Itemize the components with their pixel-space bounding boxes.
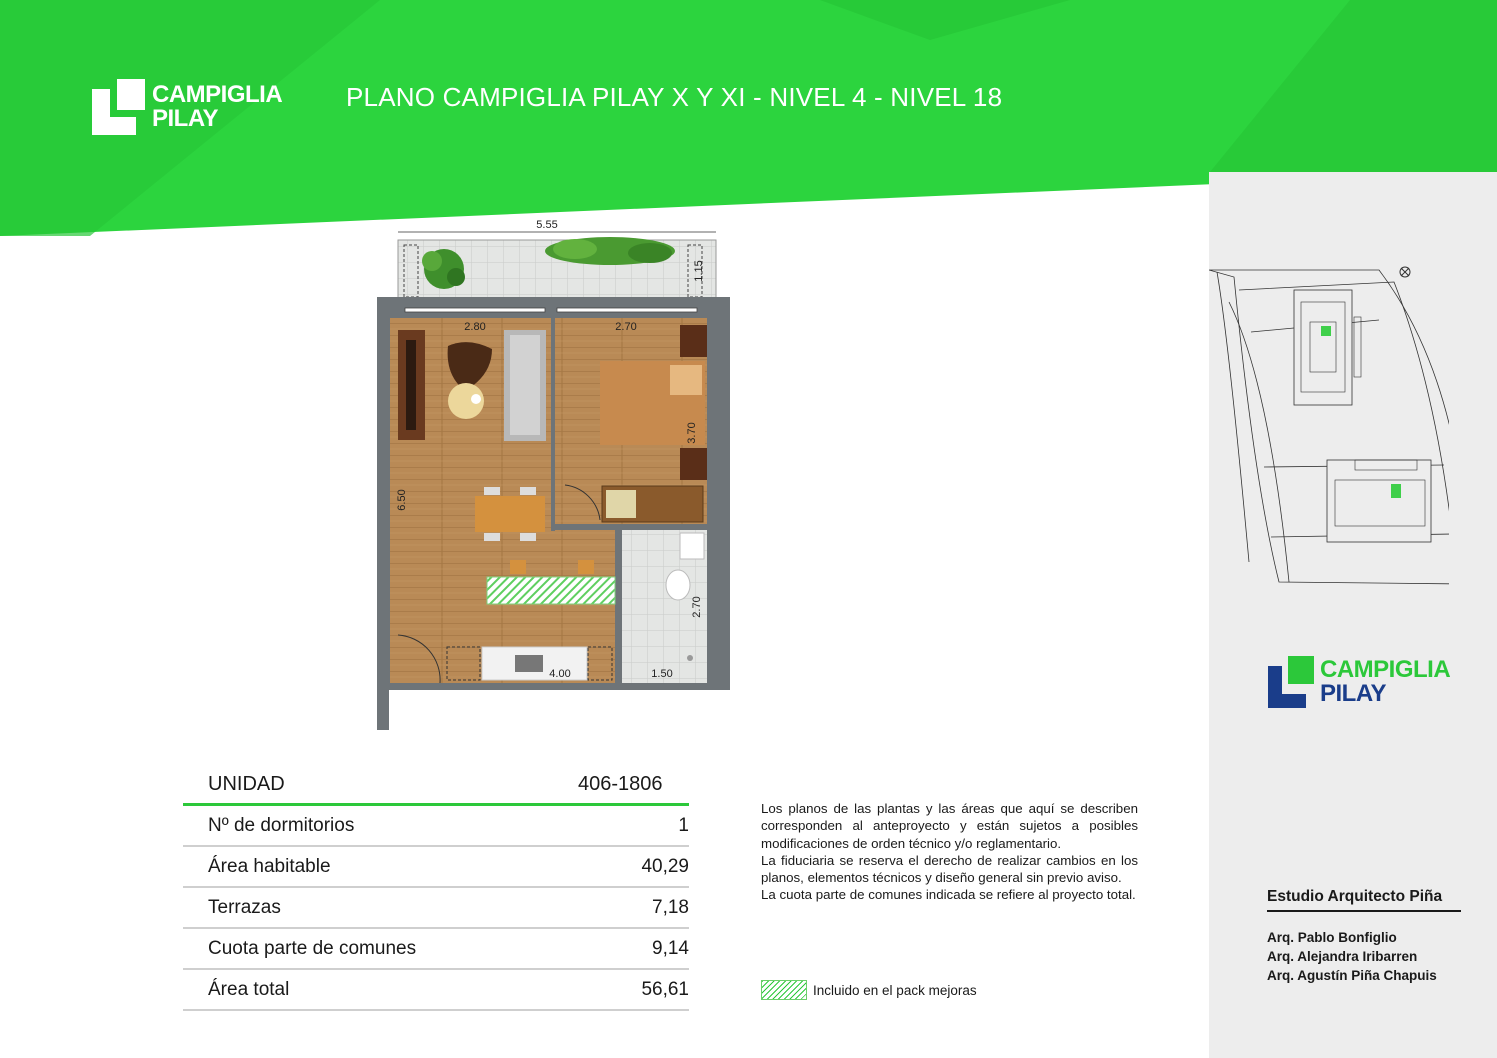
row-label: Cuota parte de comunes — [208, 938, 417, 959]
table-header-row — [183, 768, 689, 806]
table-row — [183, 929, 689, 970]
table-row — [183, 847, 689, 888]
row-value: 7,18 — [652, 897, 689, 918]
row-value: 40,29 — [641, 856, 689, 877]
header-label: UNIDAD — [208, 773, 285, 795]
unit-details-table — [183, 768, 689, 1011]
disclaimer-paragraph: La fiduciaria se reserva el derecho de realizar cambios en los planos, elementos técnicos y diseño general sin previo aviso. — [761, 852, 1138, 886]
dim-living-width: 2.80 — [464, 321, 486, 333]
header-value: 406-1806 — [578, 773, 663, 795]
studio-credits — [1267, 888, 1461, 986]
building-block-2 — [1327, 460, 1431, 542]
logo-line-1: CAMPIGLIA — [152, 81, 283, 109]
toilet-icon — [666, 570, 690, 600]
architect-name: Arq. Pablo Bonfiglio — [1267, 930, 1397, 945]
logo-line-1: CAMPIGLIA — [1320, 656, 1451, 684]
row-value: 9,14 — [652, 938, 689, 959]
floor-plan — [360, 215, 740, 745]
row-value: 56,61 — [641, 979, 689, 1000]
planter-icon — [545, 237, 675, 265]
campiglia-logo-sidebar — [1268, 656, 1450, 708]
row-label: Terrazas — [208, 897, 281, 918]
logo-icon — [92, 79, 148, 135]
logo-line-2: PILAY — [152, 105, 218, 132]
row-label: Nº de dormitorios — [208, 815, 355, 836]
building-block-1 — [1294, 290, 1361, 405]
table-row — [183, 806, 689, 847]
studio-name: Estudio Arquitecto Piña — [1267, 888, 1461, 912]
site-plan — [1209, 262, 1449, 592]
disclaimer-paragraph: Los planos de las plantas y las áreas que aquí se describen corresponden al anteproyecto y están sujetos a posibles modificaciones de orden técnico y/o reglamentario. — [761, 801, 1138, 851]
page-title: PLANO CAMPIGLIA PILAY X Y XI - NIVEL 4 - NIVEL 18 — [346, 82, 1003, 112]
row-value: 1 — [678, 815, 689, 836]
dim-bath-depth: 2.70 — [691, 596, 703, 618]
sofa-icon — [504, 330, 546, 441]
dim-bath-width: 1.50 — [651, 668, 673, 680]
row-label: Área total — [208, 979, 290, 1000]
architect-name: Arq. Agustín Piña Chapuis — [1267, 967, 1437, 983]
dim-terrace-depth: 1.15 — [693, 260, 705, 282]
campiglia-logo-header — [92, 79, 282, 135]
dim-terrace-width: 5.55 — [536, 219, 558, 231]
dim-bedroom-width: 2.70 — [615, 321, 637, 333]
legend-label: Incluido en el pack mejoras — [813, 982, 977, 998]
logo-line-2: PILAY — [1320, 680, 1386, 707]
logo-icon — [1268, 656, 1316, 708]
dim-bedroom-depth: 3.70 — [686, 422, 698, 444]
legend — [761, 980, 977, 1000]
hatch-swatch-icon — [761, 980, 807, 1000]
dim-kitchen-width: 4.00 — [549, 668, 571, 680]
architect-name: Arq. Alejandra Iribarren — [1267, 948, 1418, 964]
disclaimer-paragraph: La cuota parte de comunes indicada se refiere al proyecto total. — [761, 887, 1136, 903]
disclaimer-text — [761, 800, 1138, 904]
row-label: Área habitable — [208, 856, 331, 877]
dim-unit-depth: 6.50 — [396, 489, 408, 511]
table-row — [183, 888, 689, 929]
table-row — [183, 970, 689, 1011]
